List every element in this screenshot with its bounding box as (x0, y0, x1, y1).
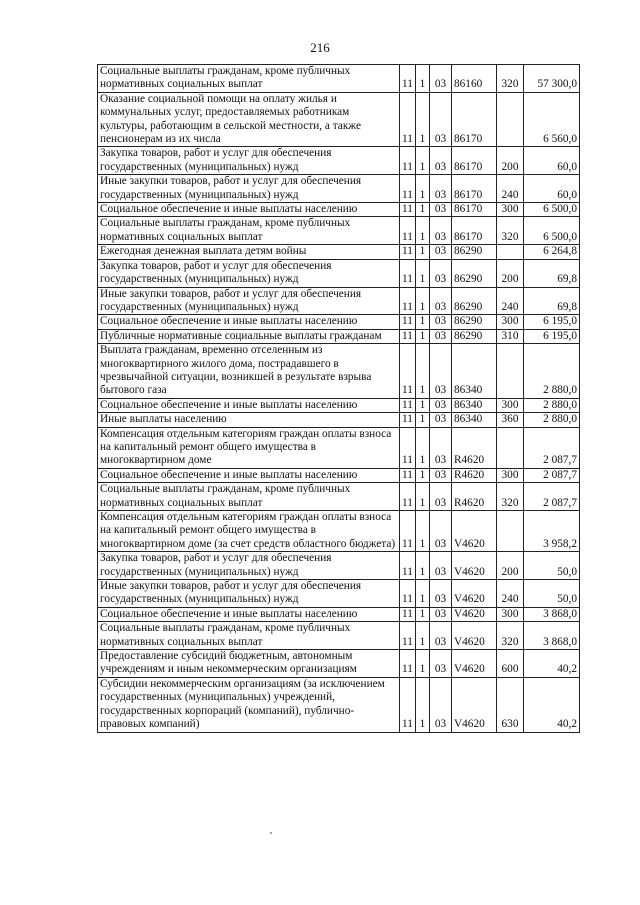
table-row (98, 398, 580, 412)
table-row (98, 622, 580, 650)
row-amount-cell: 3 868,0 (524, 622, 580, 650)
row-name-cell: Публичные нормативные социальные выплаты гражданам (98, 329, 400, 343)
row-code-target-cell: V4620 (452, 650, 497, 678)
row-code-group-cell: 03 (430, 413, 452, 427)
page-number: 216 (310, 40, 330, 55)
row-amount-cell: 3 868,0 (524, 607, 580, 621)
row-code-target-cell: 86170 (452, 217, 497, 245)
row-code-group-cell: 03 (430, 259, 452, 287)
row-amount-cell: 2 880,0 (524, 398, 580, 412)
row-code-sub-cell: 1 (416, 511, 430, 552)
row-code-section-cell: 11 (400, 677, 416, 732)
row-code-group-cell: 03 (430, 677, 452, 732)
table-row (98, 468, 580, 482)
table-row (98, 427, 580, 468)
row-code-group-cell: 03 (430, 511, 452, 552)
row-code-type-cell: 240 (497, 287, 524, 315)
row-name-cell: Социальное обеспечение и иные выплаты населению (98, 203, 400, 217)
row-code-sub-cell: 1 (416, 427, 430, 468)
row-code-sub-cell: 1 (416, 175, 430, 203)
row-code-group-cell: 03 (430, 580, 452, 608)
row-code-section-cell: 11 (400, 344, 416, 399)
row-code-sub-cell: 1 (416, 92, 430, 147)
row-code-target-cell: 86340 (452, 413, 497, 427)
row-code-type-cell: 360 (497, 413, 524, 427)
row-amount-cell: 57 300,0 (524, 65, 580, 93)
row-code-sub-cell: 1 (416, 315, 430, 329)
row-name-cell: Иные закупки товаров, работ и услуг для обеспечения государственных (муниципальных) нужд (98, 580, 400, 608)
row-code-target-cell: 86290 (452, 245, 497, 259)
row-amount-cell: 60,0 (524, 175, 580, 203)
row-amount-cell: 50,0 (524, 580, 580, 608)
row-code-sub-cell: 1 (416, 483, 430, 511)
row-code-target-cell: R4620 (452, 427, 497, 468)
row-code-sub-cell: 1 (416, 217, 430, 245)
row-amount-cell: 60,0 (524, 147, 580, 175)
row-name-cell: Социальные выплаты гражданам, кроме публичных нормативных социальных выплат (98, 65, 400, 93)
table-row (98, 677, 580, 732)
row-code-target-cell: 86340 (452, 344, 497, 399)
row-code-group-cell: 03 (430, 622, 452, 650)
row-name-cell: Предоставление субсидий бюджетным, автономным учреждениям и иным некоммерческим организациям (98, 650, 400, 678)
row-code-target-cell: V4620 (452, 552, 497, 580)
row-name-cell: Социальное обеспечение и иные выплаты населению (98, 607, 400, 621)
table-row (98, 413, 580, 427)
row-code-section-cell: 11 (400, 315, 416, 329)
row-code-group-cell: 03 (430, 315, 452, 329)
row-code-sub-cell: 1 (416, 65, 430, 93)
row-code-type-cell (497, 245, 524, 259)
row-code-section-cell: 11 (400, 483, 416, 511)
row-code-type-cell: 600 (497, 650, 524, 678)
table-row (98, 259, 580, 287)
row-code-target-cell: 86290 (452, 287, 497, 315)
row-amount-cell: 2 087,7 (524, 427, 580, 468)
row-name-cell: Ежегодная денежная выплата детям войны (98, 245, 400, 259)
row-name-cell: Социальное обеспечение и иные выплаты населению (98, 398, 400, 412)
row-code-group-cell: 03 (430, 147, 452, 175)
row-amount-cell: 3 958,2 (524, 511, 580, 552)
row-amount-cell: 2 880,0 (524, 344, 580, 399)
row-code-type-cell (497, 92, 524, 147)
row-code-section-cell: 11 (400, 217, 416, 245)
row-code-group-cell: 03 (430, 607, 452, 621)
row-amount-cell: 6 500,0 (524, 217, 580, 245)
row-code-type-cell: 300 (497, 203, 524, 217)
row-code-group-cell: 03 (430, 92, 452, 147)
row-code-group-cell: 03 (430, 287, 452, 315)
table-row (98, 245, 580, 259)
row-code-type-cell (497, 344, 524, 399)
row-code-target-cell: 86170 (452, 92, 497, 147)
table-row (98, 175, 580, 203)
table-row (98, 315, 580, 329)
row-code-type-cell: 300 (497, 315, 524, 329)
row-code-sub-cell: 1 (416, 677, 430, 732)
table-row (98, 147, 580, 175)
row-code-type-cell: 240 (497, 175, 524, 203)
row-code-sub-cell: 1 (416, 329, 430, 343)
row-code-section-cell: 11 (400, 287, 416, 315)
row-code-sub-cell: 1 (416, 344, 430, 399)
row-name-cell: Иные выплаты населению (98, 413, 400, 427)
row-amount-cell: 50,0 (524, 552, 580, 580)
row-code-type-cell: 300 (497, 468, 524, 482)
row-code-type-cell: 320 (497, 65, 524, 93)
row-code-type-cell: 200 (497, 259, 524, 287)
row-code-target-cell: V4620 (452, 580, 497, 608)
row-code-sub-cell: 1 (416, 580, 430, 608)
row-amount-cell: 69,8 (524, 259, 580, 287)
row-code-target-cell: 86170 (452, 175, 497, 203)
row-code-sub-cell: 1 (416, 147, 430, 175)
row-code-sub-cell: 1 (416, 552, 430, 580)
row-code-group-cell: 03 (430, 245, 452, 259)
row-code-target-cell: 86290 (452, 329, 497, 343)
row-code-section-cell: 11 (400, 511, 416, 552)
row-name-cell: Иные закупки товаров, работ и услуг для обеспечения государственных (муниципальных) нужд (98, 287, 400, 315)
row-code-sub-cell: 1 (416, 607, 430, 621)
row-code-section-cell: 11 (400, 245, 416, 259)
row-amount-cell: 6 560,0 (524, 92, 580, 147)
row-code-group-cell: 03 (430, 217, 452, 245)
row-code-target-cell: V4620 (452, 677, 497, 732)
row-name-cell: Социальные выплаты гражданам, кроме публичных нормативных социальных выплат (98, 483, 400, 511)
row-code-group-cell: 03 (430, 344, 452, 399)
row-name-cell: Субсидии некоммерческим организациям (за исключением государственных (муниципальных) учреждений, государственных корпораций (компаний), публично-правовых компаний) (98, 677, 400, 732)
row-name-cell: Иные закупки товаров, работ и услуг для обеспечения государственных (муниципальных) нужд (98, 175, 400, 203)
row-code-type-cell: 320 (497, 217, 524, 245)
row-code-target-cell: 86290 (452, 259, 497, 287)
row-code-section-cell: 11 (400, 580, 416, 608)
row-code-section-cell: 11 (400, 398, 416, 412)
table-row (98, 580, 580, 608)
row-code-target-cell: R4620 (452, 483, 497, 511)
row-amount-cell: 2 087,7 (524, 483, 580, 511)
row-code-sub-cell: 1 (416, 398, 430, 412)
row-code-target-cell: 86340 (452, 398, 497, 412)
table-row (98, 92, 580, 147)
row-code-section-cell: 11 (400, 65, 416, 93)
row-amount-cell: 40,2 (524, 650, 580, 678)
row-code-type-cell: 630 (497, 677, 524, 732)
row-code-group-cell: 03 (430, 552, 452, 580)
row-code-target-cell: 86170 (452, 203, 497, 217)
table-row (98, 329, 580, 343)
table-row (98, 607, 580, 621)
row-code-section-cell: 11 (400, 650, 416, 678)
row-code-target-cell: 86170 (452, 147, 497, 175)
row-code-section-cell: 11 (400, 413, 416, 427)
row-code-section-cell: 11 (400, 175, 416, 203)
row-name-cell: Выплата гражданам, временно отселенным из многоквартирного жилого дома, пострадавшего в чрезвычайной ситуации, возникшей в результате взрыва бытового газа (98, 344, 400, 399)
row-code-type-cell (497, 511, 524, 552)
row-code-sub-cell: 1 (416, 413, 430, 427)
row-code-section-cell: 11 (400, 329, 416, 343)
row-code-target-cell: 86160 (452, 65, 497, 93)
row-code-sub-cell: 1 (416, 203, 430, 217)
table-row (98, 552, 580, 580)
row-name-cell: Закупка товаров, работ и услуг для обеспечения государственных (муниципальных) нужд (98, 147, 400, 175)
row-code-group-cell: 03 (430, 398, 452, 412)
row-code-group-cell: 03 (430, 203, 452, 217)
scan-speck (270, 832, 272, 834)
row-code-type-cell: 240 (497, 580, 524, 608)
row-code-target-cell: V4620 (452, 607, 497, 621)
row-name-cell: Закупка товаров, работ и услуг для обеспечения государственных (муниципальных) нужд (98, 259, 400, 287)
row-code-group-cell: 03 (430, 65, 452, 93)
row-code-section-cell: 11 (400, 92, 416, 147)
row-code-section-cell: 11 (400, 468, 416, 482)
row-code-target-cell: V4620 (452, 622, 497, 650)
row-code-type-cell: 320 (497, 622, 524, 650)
row-name-cell: Закупка товаров, работ и услуг для обеспечения государственных (муниципальных) нужд (98, 552, 400, 580)
row-code-type-cell: 320 (497, 483, 524, 511)
row-code-group-cell: 03 (430, 427, 452, 468)
row-name-cell: Социальные выплаты гражданам, кроме публичных нормативных социальных выплат (98, 622, 400, 650)
row-name-cell: Компенсация отдельным категориям граждан оплаты взноса на капитальный ремонт общего имущества в многоквартирном доме (98, 427, 400, 468)
row-code-type-cell: 200 (497, 552, 524, 580)
table-row (98, 65, 580, 93)
row-code-section-cell: 11 (400, 147, 416, 175)
table-row (98, 483, 580, 511)
row-code-group-cell: 03 (430, 329, 452, 343)
row-code-section-cell: 11 (400, 427, 416, 468)
budget-table-body (98, 65, 580, 733)
table-row (98, 511, 580, 552)
row-amount-cell: 6 500,0 (524, 203, 580, 217)
row-code-type-cell: 300 (497, 398, 524, 412)
row-amount-cell: 6 195,0 (524, 329, 580, 343)
table-row (98, 650, 580, 678)
row-code-target-cell: V4620 (452, 511, 497, 552)
row-code-type-cell: 300 (497, 607, 524, 621)
row-code-group-cell: 03 (430, 468, 452, 482)
row-code-sub-cell: 1 (416, 259, 430, 287)
row-code-section-cell: 11 (400, 607, 416, 621)
row-code-section-cell: 11 (400, 622, 416, 650)
row-name-cell: Оказание социальной помощи на оплату жилья и коммунальных услуг, предоставляемых работникам культуры, работающим в сельской местности, а также пенсионерам из их числа (98, 92, 400, 147)
row-code-group-cell: 03 (430, 175, 452, 203)
row-code-sub-cell: 1 (416, 468, 430, 482)
row-code-sub-cell: 1 (416, 245, 430, 259)
row-code-sub-cell: 1 (416, 650, 430, 678)
table-row (98, 217, 580, 245)
row-amount-cell: 69,8 (524, 287, 580, 315)
budget-table (97, 64, 580, 733)
row-code-sub-cell: 1 (416, 622, 430, 650)
row-amount-cell: 40,2 (524, 677, 580, 732)
row-name-cell: Социальное обеспечение и иные выплаты населению (98, 468, 400, 482)
row-code-type-cell: 310 (497, 329, 524, 343)
row-code-section-cell: 11 (400, 203, 416, 217)
row-amount-cell: 6 264,8 (524, 245, 580, 259)
row-amount-cell: 6 195,0 (524, 315, 580, 329)
row-code-target-cell: 86290 (452, 315, 497, 329)
row-code-type-cell: 200 (497, 147, 524, 175)
row-code-sub-cell: 1 (416, 287, 430, 315)
row-name-cell: Социальное обеспечение и иные выплаты населению (98, 315, 400, 329)
row-code-section-cell: 11 (400, 552, 416, 580)
row-code-target-cell: R4620 (452, 468, 497, 482)
table-row (98, 287, 580, 315)
row-code-group-cell: 03 (430, 650, 452, 678)
row-code-type-cell (497, 427, 524, 468)
row-code-section-cell: 11 (400, 259, 416, 287)
row-amount-cell: 2 880,0 (524, 413, 580, 427)
row-code-group-cell: 03 (430, 483, 452, 511)
table-row (98, 344, 580, 399)
table-row (98, 203, 580, 217)
row-name-cell: Социальные выплаты гражданам, кроме публичных нормативных социальных выплат (98, 217, 400, 245)
row-amount-cell: 2 087,7 (524, 468, 580, 482)
row-name-cell: Компенсация отдельным категориям граждан оплаты взноса на капитальный ремонт общего имущества в многоквартирном доме (за счет средств областного бюджета) (98, 511, 400, 552)
